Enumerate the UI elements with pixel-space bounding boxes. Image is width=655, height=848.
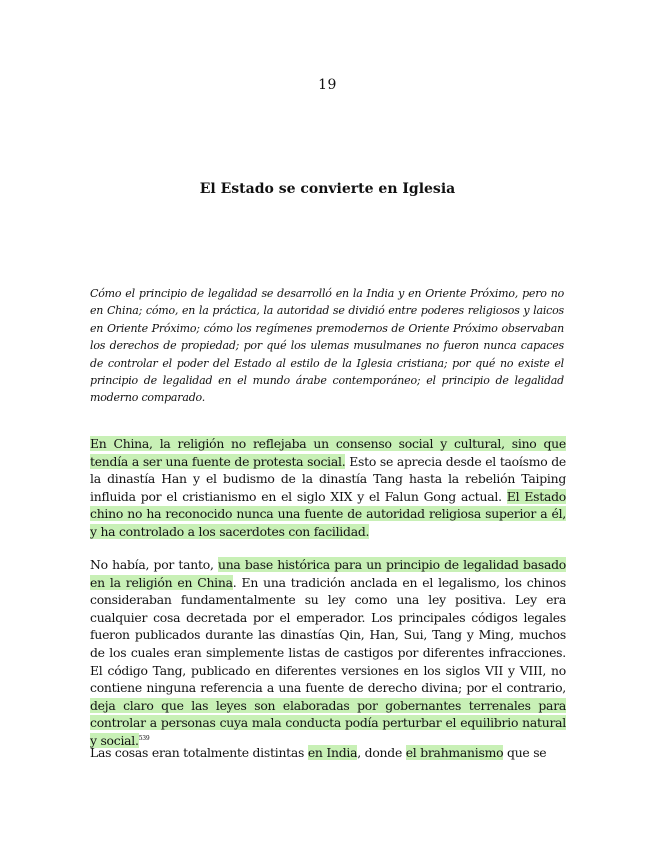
text-segment-highlighted: deja claro que las leyes son elaboradas por gobernantes terrenales para controlar a personas cuya mala conducta podía perturbar el equilibrio natural y social.	[90, 697, 566, 748]
footnote-reference[interactable]: 539	[138, 734, 150, 742]
text-segment: Esto se aprecia desde el taoísmo de la dinastía Han y el budismo de la dinastía Tang hasta la rebelión Taiping influida por el cristianismo en el siglo XIX y el Falun Gong actual.	[90, 453, 566, 504]
text-segment: . En una tradición anclada en el legalismo, los chinos consideraban fundamentalmente su ley como una ley positiva. Ley era cualquier cosa decretada por el emperador. Los principales códigos legales fueron publicados durante las dinastías Qin, Han, Sui, Tang y Ming, muchos de los cuales eran simplemente listas de castigos por diferentes infracciones. El código Tang, publicado en diferentes versiones en los siglos VII y VIII, no contiene ninguna referencia a una fuente de derecho divina; por el contrario,	[90, 574, 566, 696]
chapter-title: El Estado se convierte en Iglesia	[199, 181, 456, 197]
text-segment-highlighted: en India	[307, 745, 358, 760]
text-segment-highlighted: En China, la religión no reflejaba un consenso social y cultural, sino que tendía a ser una fuente de protesta social.	[90, 436, 566, 469]
body-paragraph-1	[90, 435, 566, 541]
text-segment-highlighted: una base histórica para un principio de legalidad basado en la religión en China	[90, 557, 566, 590]
text-segment-highlighted: el brahmanismo	[405, 745, 504, 760]
text-segment: No había, por tanto,	[90, 557, 218, 572]
text-segment: Las cosas eran totalmente distintas	[90, 745, 308, 760]
body-paragraph-3	[90, 744, 566, 762]
text-segment-highlighted: El Estado chino no ha reconocido nunca una fuente de autoridad religiosa superior a él, y ha controlado a los sacerdotes con facilidad.	[90, 488, 566, 539]
text-segment: que se	[503, 745, 547, 760]
page-number: 19	[318, 77, 337, 93]
body-paragraph-2	[90, 556, 566, 750]
text-segment: , donde	[357, 745, 406, 760]
chapter-abstract: Cómo el principio de legalidad se desarrolló en la India y en Oriente Próximo, pero no en China; cómo, en la práctica, la autoridad se dividió entre poderes religiosos y laicos en Oriente Próximo; cómo los regímenes premodernos de Oriente Próximo observaban los derechos de propiedad; por qué los ulemas musulmanes no fueron nunca capaces de controlar el poder del Estado al estilo de la Iglesia cristiana; por qué no existe el principio de legalidad en el mundo árabe contemporáneo; el principio de legalidad moderno comparado.	[90, 287, 564, 405]
